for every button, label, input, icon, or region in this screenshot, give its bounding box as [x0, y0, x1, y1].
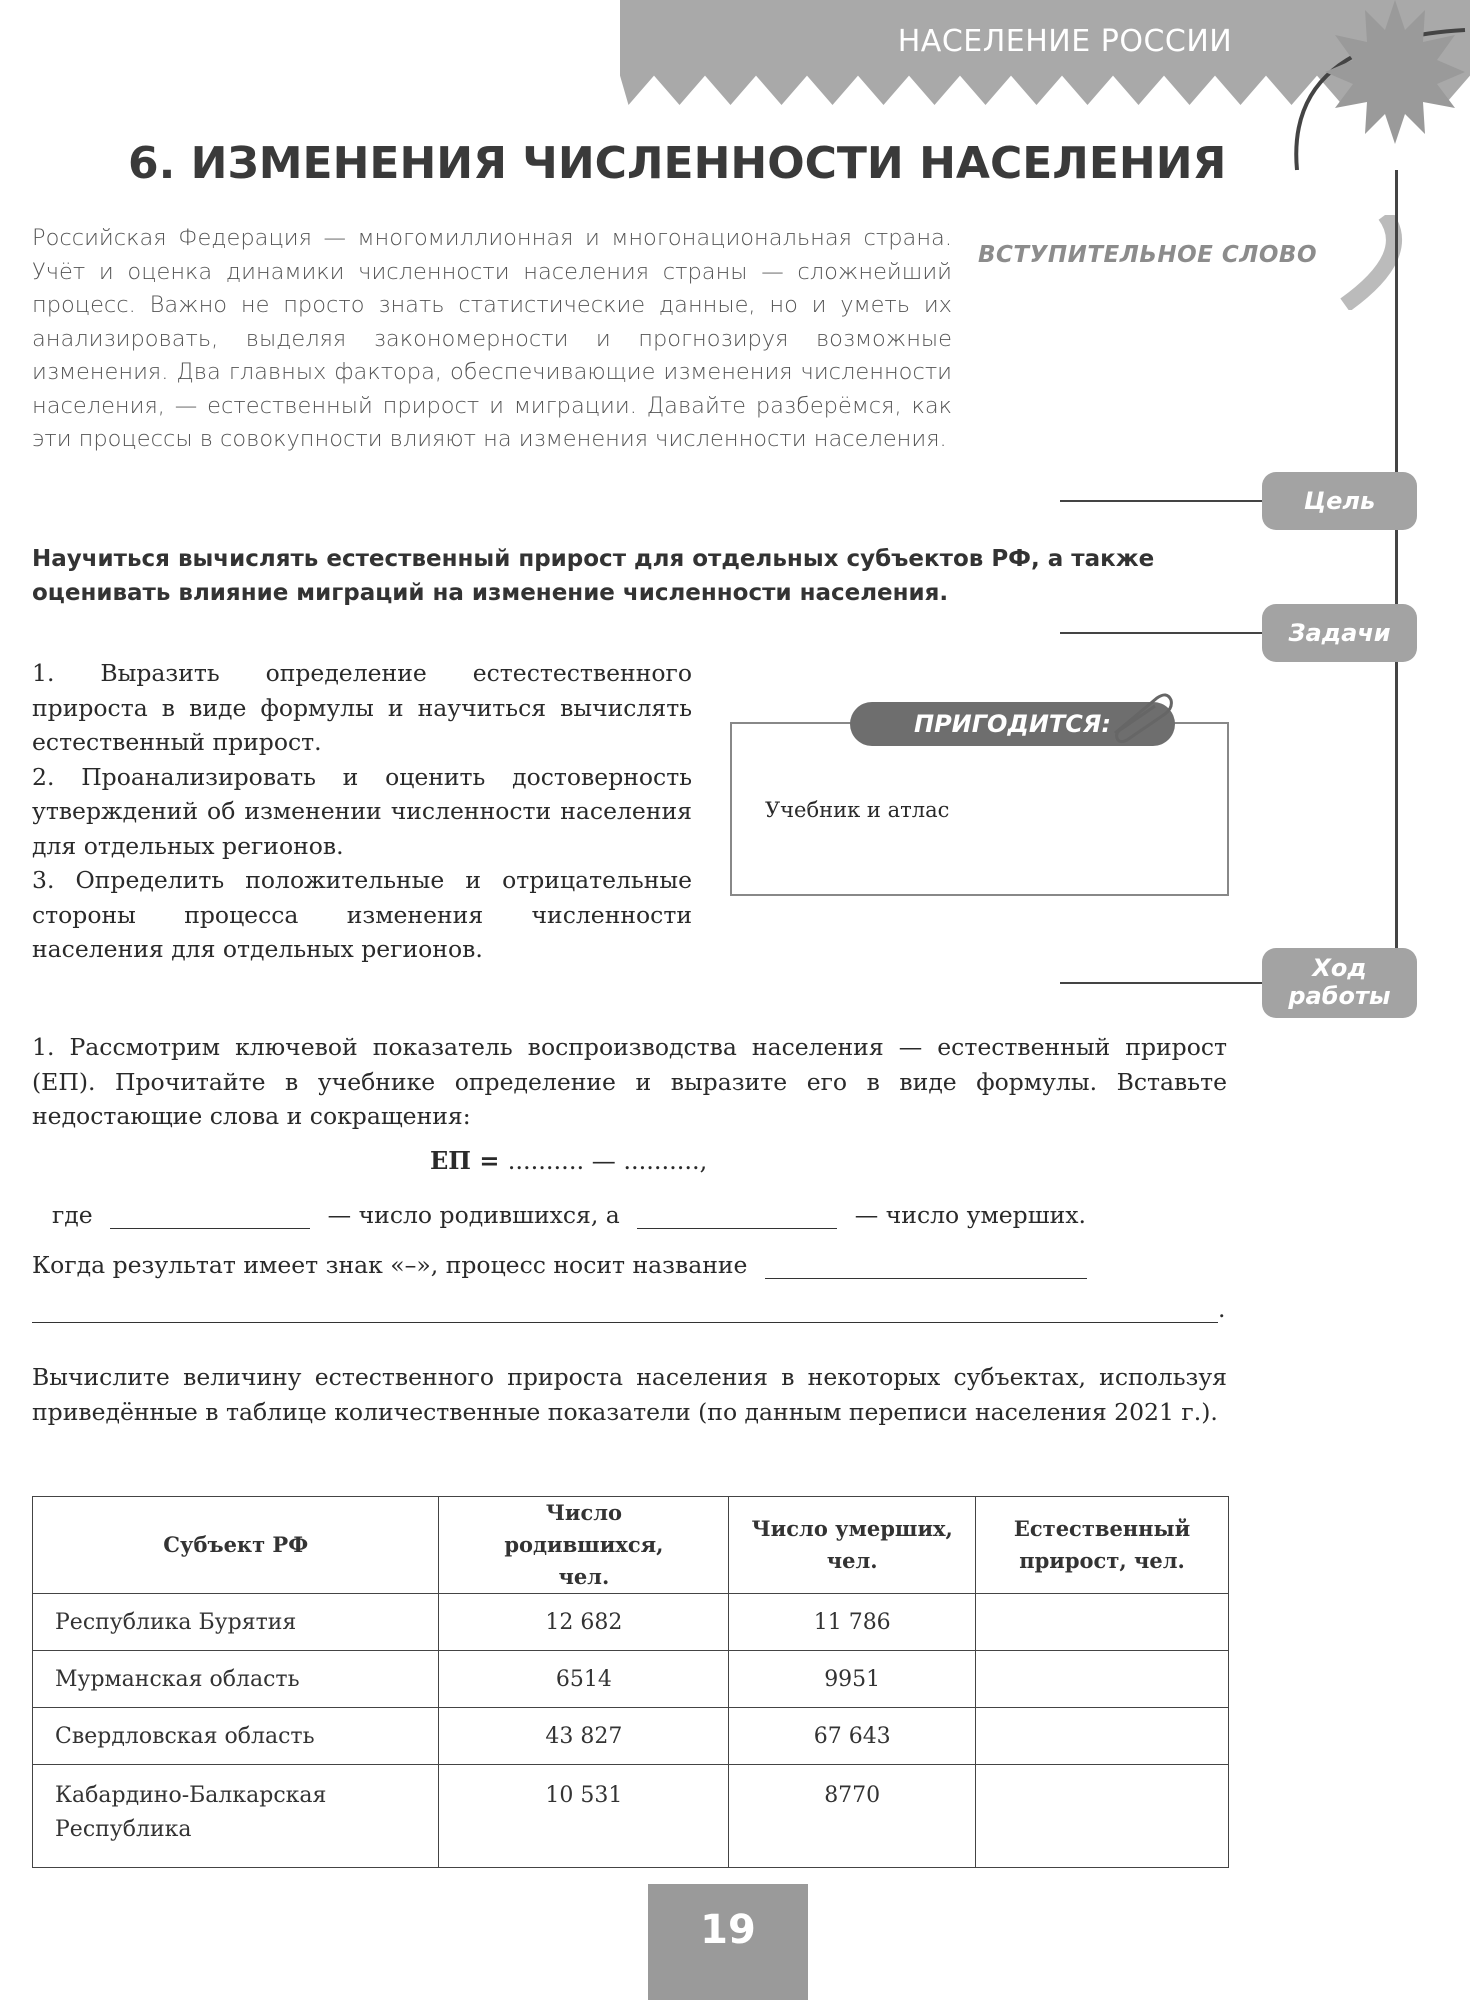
table-row	[33, 1765, 1229, 1868]
star-decoration-icon	[1265, 0, 1470, 210]
process-name-blank[interactable]	[765, 1248, 1087, 1279]
header-died: Число умерших, чел.	[729, 1497, 976, 1594]
goal-text: Научиться вычислять естественный прирост для отдельных субъектов РФ, а также оценивать влияние миграций на изменение численности населения.	[32, 546, 1155, 606]
table-row	[33, 1594, 1229, 1651]
task-item: 2. Проанализировать и оценить достоверность утверждений об изменении численности населения для отдельных регионов.	[32, 762, 692, 860]
tab-goal: Цель	[1262, 472, 1417, 530]
cell-subject: Республика Бурятия	[33, 1594, 439, 1651]
cell-subject: Мурманская область	[33, 1651, 439, 1708]
tasks-list	[32, 656, 692, 967]
continuation-line	[32, 1292, 1225, 1323]
header-born: Число родившихся, чел.	[439, 1497, 729, 1594]
cell-died: 9951	[729, 1651, 976, 1708]
intro-paragraph: Российская Федерация — многомиллионная и многонациональная страна. Учёт и оценка динамики численности населения страны — сложнейший процесс. Важно не просто знать статистические данные, но и уметь их анализировать, выделяя закономерности и прогнозируя возможные изменения. Два главных фактора, обеспечивающие изменения численности населения, — естественный прирост и миграции. Давайте разберёмся, как эти процессы в совокупности влияют на изменения численности населения.	[32, 225, 952, 452]
cell-died: 11 786	[729, 1594, 976, 1651]
page-title: 6. ИЗМЕНЕНИЯ ЧИСЛЕННОСТИ НАСЕЛЕНИЯ	[128, 138, 1227, 189]
formula-lhs: ЕП =	[430, 1146, 508, 1175]
page-number: 19	[648, 1884, 808, 2000]
where-word: где	[52, 1201, 93, 1229]
table-row	[33, 1651, 1229, 1708]
cell-born: 6514	[439, 1651, 729, 1708]
born-text: — число родившихся, а	[327, 1201, 620, 1229]
task-item: 1. Выразить определение естестественного прироста в виде формулы и научиться вычислять естественный прирост.	[32, 659, 692, 756]
header-subject: Субъект РФ	[33, 1497, 439, 1594]
cell-born: 12 682	[439, 1594, 729, 1651]
cell-growth-input[interactable]	[976, 1765, 1229, 1868]
tab-tasks: Задачи	[1262, 604, 1417, 662]
cell-growth-input[interactable]	[976, 1708, 1229, 1765]
population-table	[32, 1496, 1229, 1868]
tab-workflow-line1: Ход	[1312, 954, 1367, 982]
cell-subject: Кабардино-Балкарская Республика	[33, 1765, 439, 1868]
intro-label: ВСТУПИТЕЛЬНОЕ СЛОВО	[978, 242, 1318, 268]
tab-workflow	[1262, 948, 1417, 1018]
task-item: 3. Определить положительные и отрицательные стороны процесса изменения численности населения для отдельных регионов.	[32, 866, 692, 963]
died-blank[interactable]	[637, 1198, 837, 1229]
table-header-row	[33, 1497, 1229, 1594]
formula	[430, 1146, 707, 1175]
paperclip-icon	[1105, 688, 1175, 748]
cell-growth-input[interactable]	[976, 1594, 1229, 1651]
cell-died: 67 643	[729, 1708, 976, 1765]
calc-instructions: Вычислите величину естественного прироста населения в некоторых субъектах, используя приведённые в таблице количественные показатели (по данным переписи населения 2021 г.).	[32, 1363, 1227, 1426]
cell-growth-input[interactable]	[976, 1651, 1229, 1708]
formula-rhs: .......... — ..........,	[507, 1147, 708, 1175]
cell-subject: Свердловская область	[33, 1708, 439, 1765]
born-blank[interactable]	[110, 1198, 310, 1229]
cell-born: 43 827	[439, 1708, 729, 1765]
step1-text: 1. Рассмотрим ключевой показатель воспроизводства населения — естественный прирост (ЕП). Прочитайте в учебнике определение и выразите его в виде формулы. Вставьте недостающие слова и сокращения:	[32, 1033, 1227, 1130]
table-row	[33, 1708, 1229, 1765]
died-text: — число умерших.	[854, 1201, 1086, 1229]
useful-text: Учебник и атлас	[765, 798, 950, 822]
arc-decoration-icon	[1340, 215, 1420, 310]
workflow-tab-line	[1060, 982, 1270, 984]
where-line	[52, 1198, 1086, 1229]
cell-born: 10 531	[439, 1765, 729, 1868]
end-dot: .	[1218, 1295, 1226, 1323]
header-growth: Естественный прирост, чел.	[976, 1497, 1229, 1594]
tasks-tab-line	[1060, 632, 1270, 634]
goal-tab-line	[1060, 500, 1270, 502]
section-title: НАСЕЛЕНИЕ РОССИИ	[897, 24, 1233, 59]
tab-workflow-line2: работы	[1288, 982, 1391, 1010]
right-rail-line	[1395, 170, 1398, 990]
process-name-blank-2[interactable]	[32, 1292, 1218, 1323]
cell-died: 8770	[729, 1765, 976, 1868]
sign-text: Когда результат имеет знак «–», процесс носит название	[32, 1251, 748, 1279]
useful-badge: ПРИГОДИТСЯ:	[850, 702, 1175, 746]
sign-line	[32, 1248, 1087, 1279]
